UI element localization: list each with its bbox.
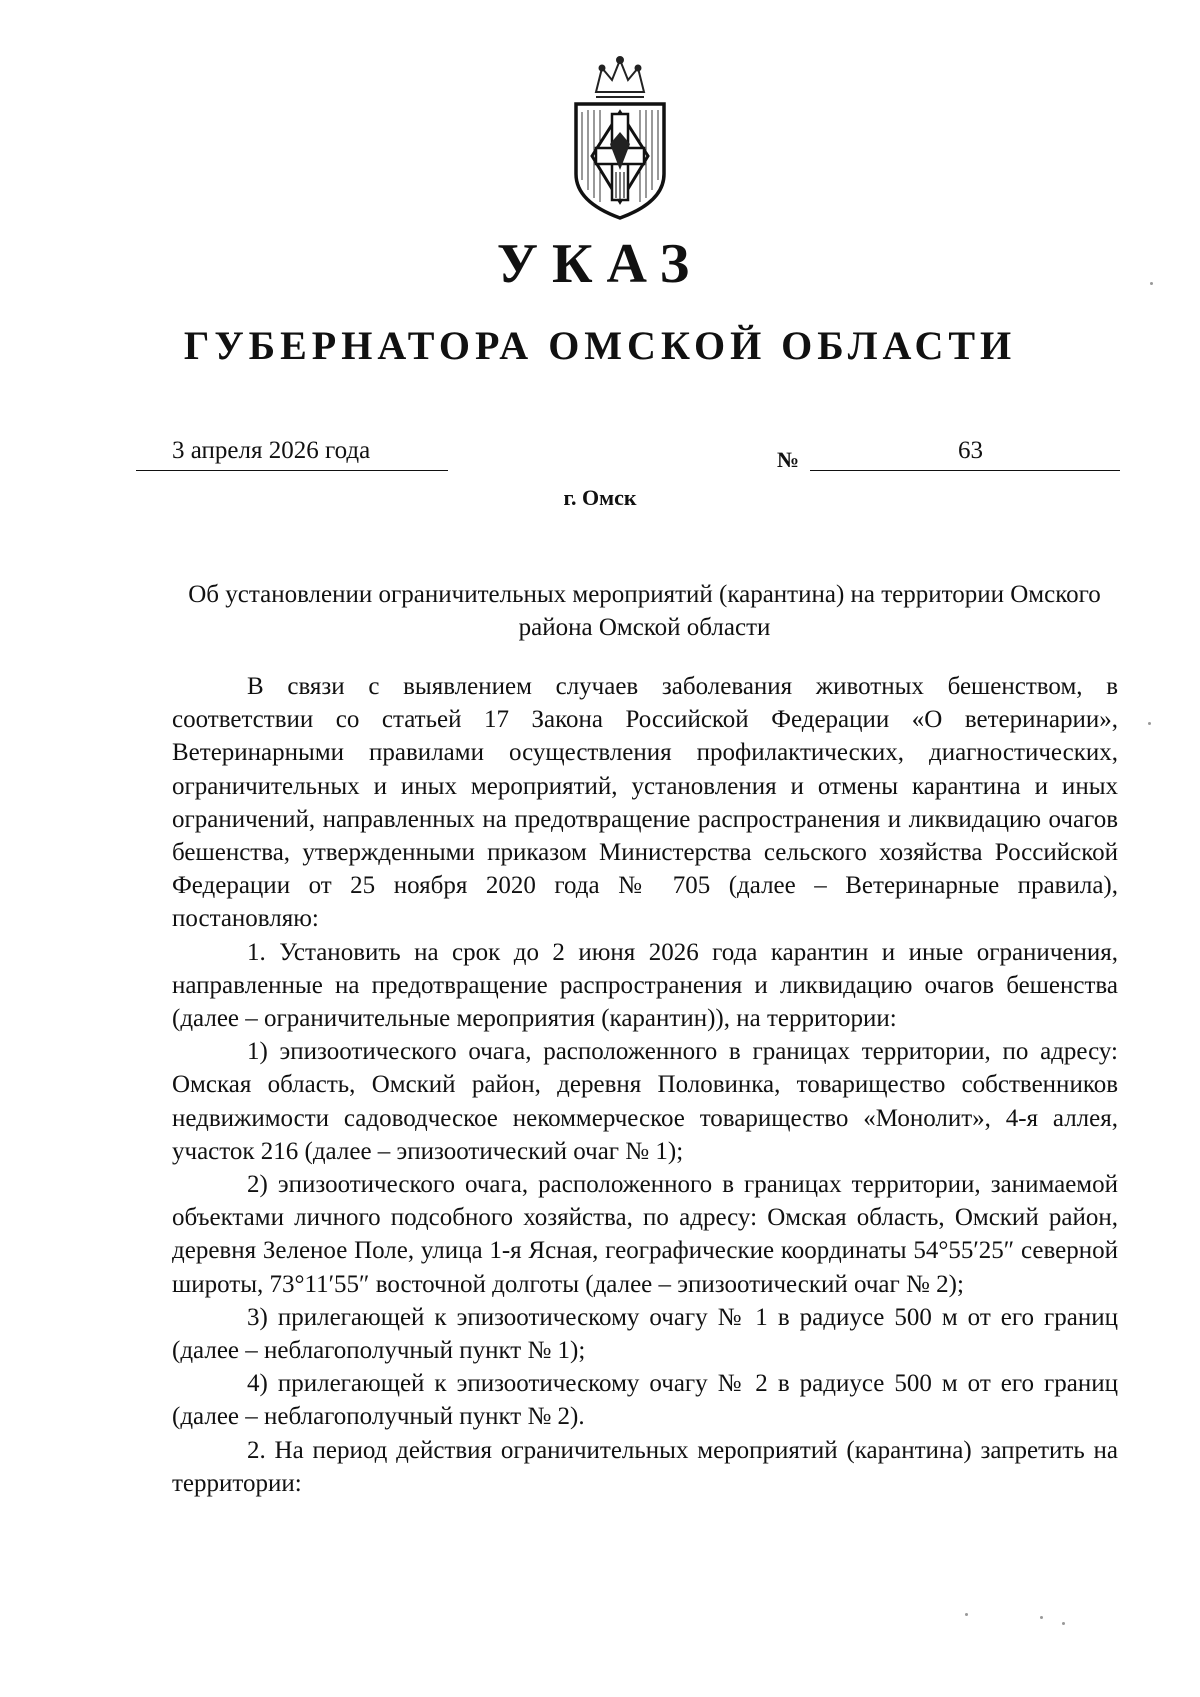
scan-speck [1148,722,1151,725]
city-label: г. Омск [563,485,637,510]
body-paragraph: 2. На период действия ограничительных мероприятий (карантина) запретить на территории: [172,1436,1118,1497]
document-number: 63 [958,437,983,464]
body-paragraph: 1. Установить на срок до 2 июня 2026 года карантин и иные ограничения, направленные на предотвращение распространения и ликвидацию очагов бешенства (далее – ограничительные мероприятия (карантин)), на территории: [172,938,1118,1033]
body-paragraph: В связи с выявлением случаев заболевания животных бешенством, в соответствии со статьей 17 Закона Российской Федерации «О ветеринарии», Ветеринарными правилами осуществления профилактических, диагностических, ограничительных и иных мероприятий, установления и отмены карантина и иных ограничений, направленных на предотвращение распространения и ликвидацию очагов бешенства, утвержденными приказом Министерства сельского хозяйства Российской Федерации от 25 ноября 2020 года № 705 (далее – Ветеринарные правила), постановляю: [172,673,1118,933]
coat-of-arms-icon [566,52,674,224]
body-paragraph: 4) прилегающей к эпизоотическому очагу № 2 в радиусе 500 м от его границ (далее – неблагополучный пункт № 2). [172,1370,1118,1431]
scan-speck [965,1613,968,1616]
document-type-title: УКАЗ [496,233,704,295]
number-label: № [777,447,800,472]
scan-speck [1040,1616,1043,1619]
document-body [172,670,1118,1500]
scan-speck [1062,1622,1065,1625]
body-paragraph: 3) прилегающей к эпизоотическому очагу № 1 в радиусе 500 м от его границ (далее – неблагополучный пункт № 1); [172,1303,1118,1365]
document-date: 3 апреля 2026 года [172,437,371,464]
body-paragraph: 1) эпизоотического очага, расположенного в границах территории, по адресу: Омская область, Омский район, деревня Половинка, товарищество собственников недвижимости садоводческое некоммерческое товарищество «Монолит», 4-я аллея, участок 216 (далее – эпизоотический очаг № 1); [172,1038,1118,1165]
body-paragraph: 2) эпизоотического очага, расположенного в границах территории, занимаемой объектами личного подсобного хозяйства, по адресу: Омская область, Омский район, деревня Зеленое Поле, улица 1-я Ясная, географические координаты 54°55′25″ северной широты, 73°11′55″ восточной долготы (далее – эпизоотический очаг № 2); [172,1171,1118,1298]
scan-speck [1150,282,1153,285]
issuer-title: ГУБЕРНАТОРА ОМСКОЙ ОБЛАСТИ [183,323,1017,368]
document-subject: Об установлении ограничительных мероприятий (карантина) на территории Омского района Омской области [188,581,1101,641]
number-field [810,436,1120,471]
date-field [136,436,448,471]
